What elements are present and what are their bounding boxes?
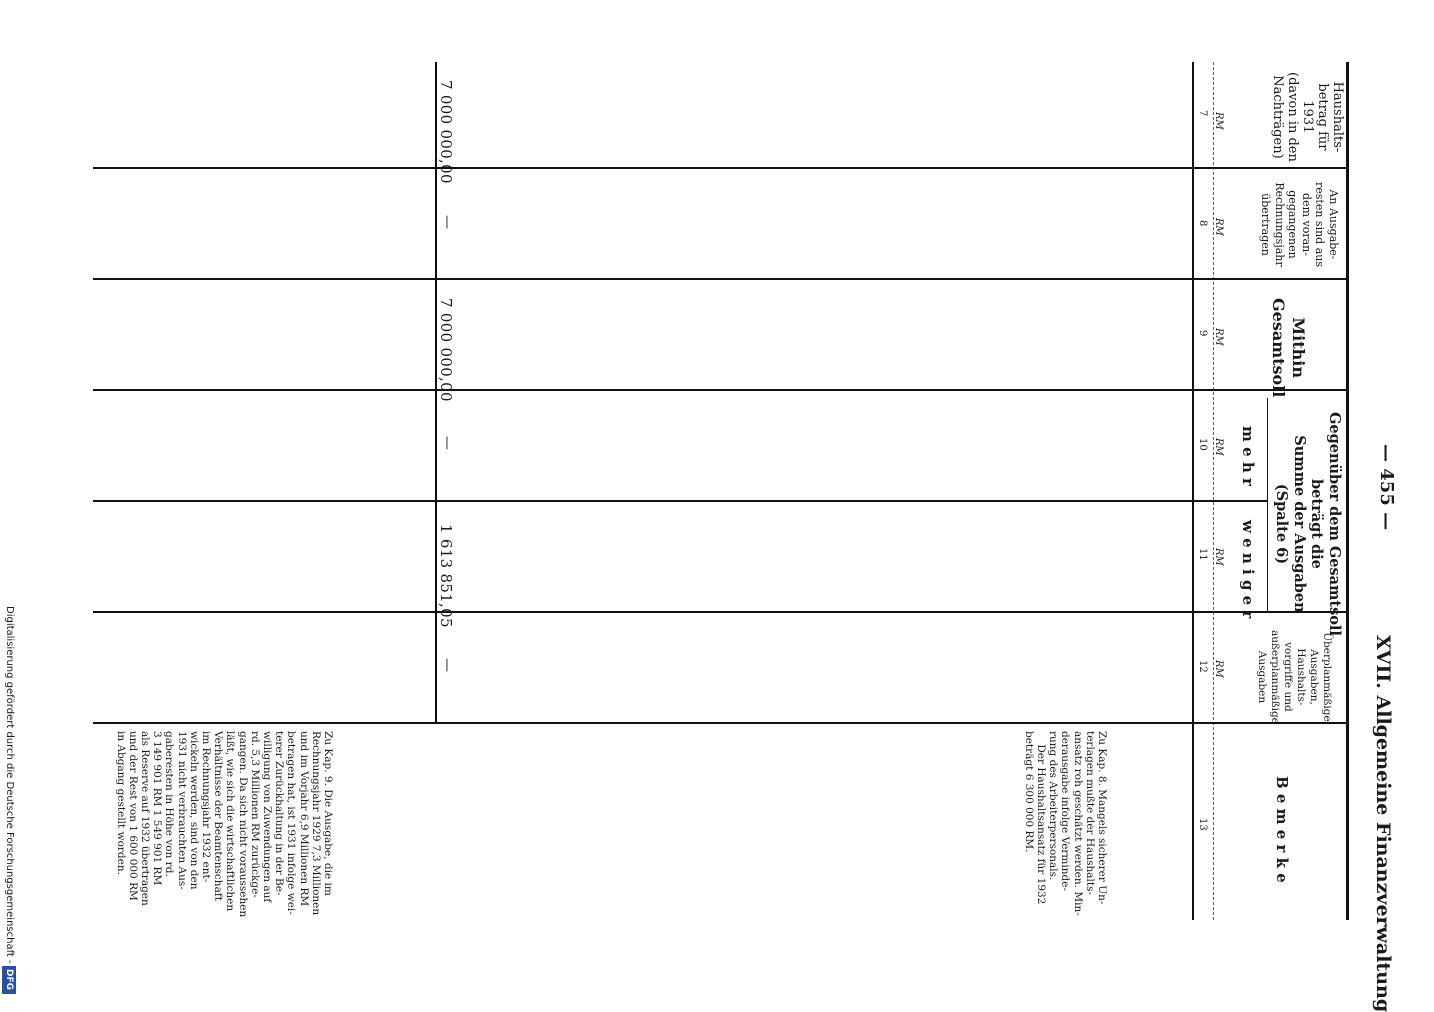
col9-unit: RM (1213, 328, 1224, 346)
col7-unit: RM (1213, 112, 1224, 130)
col8-unit: RM (1213, 218, 1224, 236)
col10-header: m e h r (1239, 426, 1257, 486)
cell-col9-value: 7 000 000,00 (437, 298, 455, 402)
col10-number: 10 (1197, 438, 1208, 451)
cell-col11-value: 1 613 851,05 (437, 524, 455, 628)
header-bottom-rule (1192, 62, 1194, 920)
group-subheader-rule (1267, 398, 1268, 612)
col9-number: 9 (1197, 330, 1208, 337)
cell-col10-value: — (439, 436, 455, 450)
cell-col12-value: — (439, 658, 455, 672)
dfg-logo (2, 966, 16, 994)
col8-header: An Ausgabe- resten sind aus dem voran- gegangenen Rechnungsjahr übertragen (1259, 182, 1340, 267)
col11-number: 11 (1197, 548, 1208, 561)
sidebar-credit-text: Digitalisierung gefördert durch die Deutsche Forschungsgemeinschaft - (4, 606, 15, 964)
col-separator-12-13 (93, 722, 1348, 724)
sidebar-credit (2, 606, 16, 966)
col8-number: 8 (1197, 220, 1208, 227)
col13-number: 13 (1197, 818, 1208, 831)
unit-row-dashed-rule (1213, 62, 1214, 920)
col-separator-10-11 (93, 500, 1268, 502)
cell-col8-value: — (439, 215, 455, 229)
col-separator-9-10 (93, 389, 1348, 391)
col-separator-7-8 (93, 167, 1348, 169)
cell-col7-value: 7 000 000,00 (437, 80, 455, 184)
col12-number: 12 (1197, 660, 1208, 673)
col12-header: Überplanmäßige Ausgaben, Haushalts- vorgriffe und außerplanmäßige Ausgaben (1256, 630, 1333, 724)
col-separator-11-12 (93, 611, 1348, 613)
col9-header: Mithin Gesamtsoll (1269, 298, 1308, 398)
col13-header: B e m e r k e (1273, 776, 1291, 883)
remark-kap8: Zu Kap. 8. Mangels sicherer Un- terlagen mußte der Haushalts- ansatz roh geschätzt werden. Min- derausgabe infolge Verminde- rung des Arbeiterpersonals. Der Haushaltsansatz für 1932 beträgt 6 300 000 RM. (1022, 731, 1108, 916)
group-header: Gegenüber dem Gesamtsoll beträgt die Summe der Ausgaben (Spalte 6) (1273, 412, 1343, 636)
col-separator-8-9 (93, 278, 1348, 280)
col10-unit: RM (1213, 438, 1224, 456)
col12-unit: RM (1213, 660, 1224, 678)
col11-unit: RM (1213, 548, 1224, 566)
table-top-rule (1346, 62, 1349, 920)
remark-kap9: Zu Kap. 9. Die Ausgabe, die im Rechnungsjahr 1929 7,3 Millionen und im Vorjahr 6,9 Millionen RM betragen hat, ist 1931 infolge wei- terer Zurückhaltung in der Be- willigung von Zuwendungen auf rd. 5,3 Millionen RM zurückge- gangen. Da sich nicht voraussehen läßt, wie sich die wirtschaftlichen Verhältnisse der Beamtenschaft im Rechnungsjahr 1932 ent- wickeln werden, sind von den 1931 nicht verbrauchten Aus- gaberesten in Höhe von rd. 3 149 901 RM 1 549 901 RM als Reserve auf 1932 übertragen und der Rest von 1 600 000 RM in Abgang gestellt worden. (114, 731, 334, 918)
section-title: XVII. Allgemeine Finanzverwaltung (1372, 635, 1394, 1012)
page-number: — 455 — (1376, 444, 1397, 531)
col7-header: Haushalts- betrag für 1931 (davon in den Nachträgen) (1270, 72, 1345, 162)
dfg-logo-text: DFG (4, 969, 14, 991)
col7-number: 7 (1197, 110, 1208, 117)
col11-header: w e n i g e r (1239, 520, 1257, 619)
